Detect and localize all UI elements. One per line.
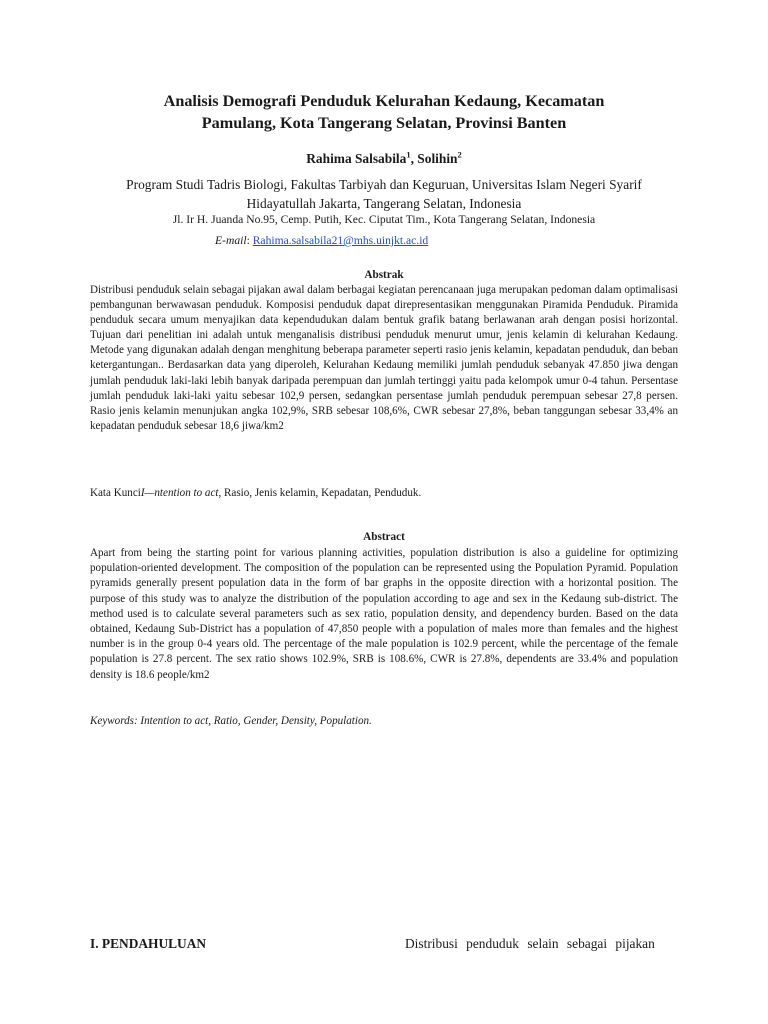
author-separator: , xyxy=(410,151,418,166)
kata-kunci-italic: I—ntention to act xyxy=(140,487,219,499)
kata-kunci-label: Kata Kunci xyxy=(90,487,141,499)
abstract-body: Apart from being the starting point for various planning activities, population distribution is also a guideline for optimizing population-oriented development. The composition of the population can be represented using the Population Pyramid. Population pyramids generally present population data in the form of bar graphs in the opposite direction with a horizontal position. The purpose of this study was to analyze the distribution of the population according to age and sex in the Kedaung sub-district. The method used is to calculate several parameters such as sex ratio, population density, and dependency burden. Based on the data obtained, Kedaung Sub-District has a population of 47,850 people with a population of males more than females and the highest number is in the group 0-4 years old. The percentage of the male population is 102.9 percent, while the percentage of the female population is 27.8 percent. The sex ratio shows 102.9%, SRB is 108.6%, CWR is 27.8%, dependents are 33.4% and population density is 18.6 people/km2 xyxy=(90,547,678,681)
author-affiliation-mark: 1 xyxy=(406,149,411,160)
author-affiliation-mark: 2 xyxy=(457,149,462,160)
author-name: Solihin xyxy=(417,151,458,166)
affiliation xyxy=(80,175,688,213)
keywords: Keywords: Intention to act, Ratio, Gender, Density, Population. xyxy=(90,715,372,727)
affiliation-line-1: Program Studi Tadris Biologi, Fakultas Tarbiyah dan Keguruan, Universitas Islam Negeri Syarif xyxy=(126,177,642,192)
institution-address: Jl. Ir H. Juanda No.95, Cemp. Putih, Kec. Ciputat Tim., Kota Tangerang Selatan, Indonesia xyxy=(172,213,596,226)
kata-kunci xyxy=(90,486,678,501)
abstract-heading: Abstract xyxy=(363,531,405,543)
email-label: E-mail xyxy=(215,234,247,247)
abstrak-body: Distribusi penduduk selain sebagai pijakan awal dalam berbagai kegiatan perencanaan juga merupakan pedoman dalam optimalisasi pembangunan berwawasan penduduk. Komposisi penduduk dapat direpresentasikan menggunakan Piramida Penduduk. Piramida penduduk secara umum menyajikan data kependudukan dalam bentuk grafik batang berlawanan arah dengan posisi horizontal. Tujuan dari penelitian ini adalah untuk menganalisis distribusi penduduk menurut umur, jenis kelamin di kelurahan Kedaung. Metode yang digunakan adalah dengan menghitung beberapa parameter seperti rasio jenis kelamin, kepadatan penduduk, dan beban ketergantungan.. Berdasarkan data yang diperoleh, Kelurahan Kedaung memiliki jumlah penduduk sebanyak 47.850 jiwa dengan jumlah penduduk laki-laki lebih banyak daripada perempuan dan jumlah tertinggi yaitu pada kelompok umur 0-4 tahun. Persentase jumlah penduduk laki-laki yaitu sebesar 102,9 persen, sedangkan persentase jumlah penduduk perempuan sebesar 27,8 persen. Rasio jenis kelamin menunjukan angka 102,9%, SRB sebesar 108,6%, CWR sebesar 27,8%, beban tanggungan sebesar 33,4% an kepadatan penduduk sebesar 18,6 jiwa/km2 xyxy=(90,284,678,432)
section-heading: I. PENDAHULUAN xyxy=(90,936,207,951)
affiliation-line-2: Hidayatullah Jakarta, Tangerang Selatan, Indonesia xyxy=(246,196,522,211)
title-line-1: Analisis Demografi Penduduk Kelurahan Kedaung, Kecamatan xyxy=(163,92,605,110)
kata-kunci-terms: , Rasio, Jenis kelamin, Kepadatan, Penduduk. xyxy=(218,487,422,499)
column-2-text-start: Distribusi penduduk selain sebagai pijakan xyxy=(405,936,655,951)
email-separator: : xyxy=(246,234,253,247)
paper-title xyxy=(90,90,678,134)
email-link[interactable]: Rahima.salsabila21@mhs.uinjkt.ac.id xyxy=(252,234,429,247)
email-line xyxy=(215,233,615,249)
author-name: Rahima Salsabila xyxy=(306,151,407,166)
abstrak-heading: Abstrak xyxy=(364,269,404,281)
author-list xyxy=(90,150,678,168)
title-line-2: Pamulang, Kota Tangerang Selatan, Provinsi Banten xyxy=(201,114,567,132)
